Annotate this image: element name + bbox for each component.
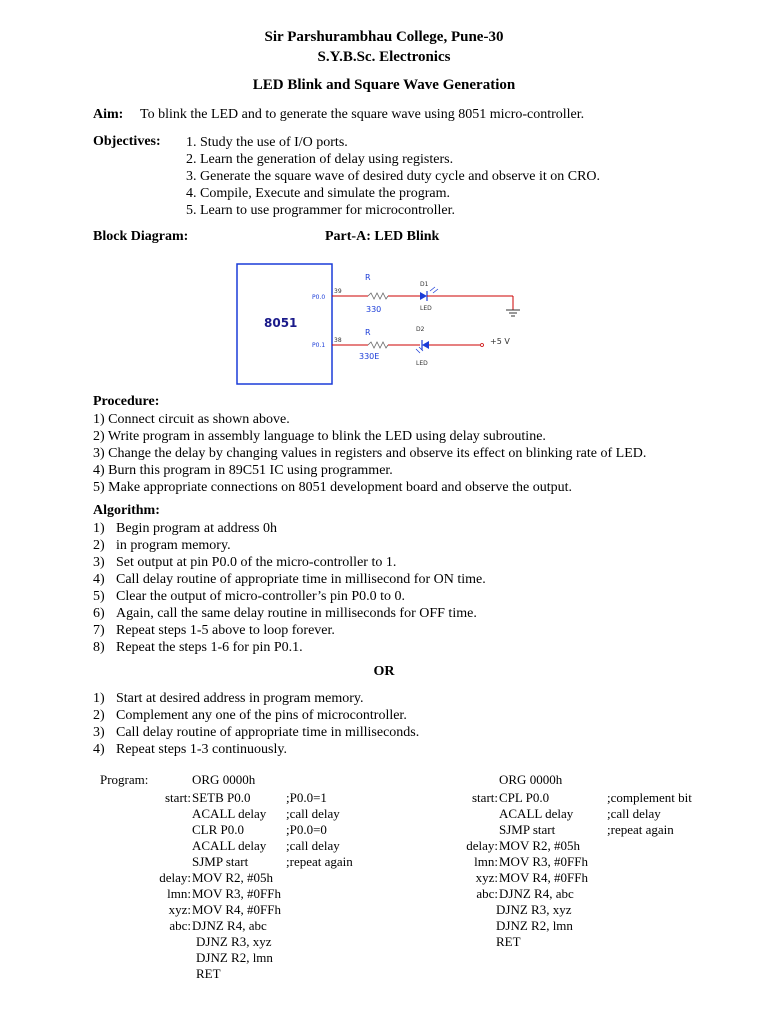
asm-instruction: ORG 0000h: [499, 772, 563, 787]
asm-instruction: DJNZ R3, xyz: [496, 902, 572, 917]
asm-comment: ;repeat again: [607, 822, 674, 837]
asm-comment: ;P0.0=1: [286, 790, 327, 805]
r1-value: 330: [366, 305, 382, 314]
algorithm-step-number: 6): [93, 606, 105, 621]
asm-instruction: ACALL delay: [192, 806, 267, 821]
asm-instruction: MOV R3, #0FFh: [499, 854, 588, 869]
asm-label: start:: [165, 790, 191, 805]
asm-label: delay:: [159, 870, 191, 885]
algorithm-step: Repeat the steps 1-6 for pin P0.1.: [116, 640, 303, 655]
led-d2: [422, 341, 429, 349]
asm-instruction: SETB P0.0: [192, 790, 251, 805]
pin-p01-number: 38: [334, 337, 342, 344]
asm-comment: ;call delay: [286, 838, 340, 853]
asm-label: lmn:: [474, 854, 498, 869]
program-label: Program:: [100, 772, 149, 787]
algorithm-step: Again, call the same delay routine in milliseconds for OFF time.: [116, 606, 477, 621]
algorithm-step-number: 7): [93, 623, 105, 638]
d2-label: D2: [416, 326, 425, 333]
d1-type: LED: [420, 305, 432, 312]
asm-instruction: DJNZ R2, lmn: [496, 918, 573, 933]
algorithm-step: Repeat steps 1-5 above to loop forever.: [116, 623, 335, 638]
pin-p00-number: 39: [334, 288, 342, 295]
aim-label: Aim:: [93, 107, 124, 122]
asm-label: abc:: [169, 918, 191, 933]
algorithm-step: Set output at pin P0.0 of the micro-controller to 1.: [116, 555, 397, 570]
algorithm-alt-step-number: 2): [93, 708, 105, 723]
procedure-item: 5) Make appropriate connections on 8051 development board and observe the output.: [93, 480, 572, 495]
procedure-item: 4) Burn this program in 89C51 IC using programmer.: [93, 463, 393, 478]
r1-label: R: [365, 273, 371, 282]
asm-instruction: SJMP start: [192, 854, 249, 869]
algorithm-alt-step-number: 3): [93, 725, 105, 740]
d1-label: D1: [420, 281, 429, 288]
resistor-r2: [368, 342, 388, 348]
objective-item: 4. Compile, Execute and simulate the program.: [186, 186, 450, 201]
asm-label: lmn:: [167, 886, 191, 901]
asm-label: xyz:: [168, 902, 191, 917]
procedure-item: 3) Change the delay by changing values in registers and observe its effect on blinking rate of LED.: [93, 446, 647, 461]
asm-instruction: ACALL delay: [192, 838, 267, 853]
or-separator: OR: [373, 664, 395, 679]
asm-label: delay:: [466, 838, 498, 853]
asm-instruction: DJNZ R2, lmn: [196, 950, 273, 965]
objective-item: 3. Generate the square wave of desired duty cycle and observe it on CRO.: [186, 169, 601, 184]
algorithm-step-number: 5): [93, 589, 105, 604]
asm-instruction: RET: [196, 966, 221, 981]
supply-label: +5 V: [490, 337, 510, 346]
class-name: S.Y.B.Sc. Electronics: [317, 49, 451, 65]
algorithm-alt-step: Start at desired address in program memory.: [116, 691, 364, 706]
asm-instruction: MOV R4, #0FFh: [499, 870, 588, 885]
asm-instruction: MOV R4, #0FFh: [192, 902, 281, 917]
asm-label: xyz:: [475, 870, 498, 885]
objective-item: 1. Study the use of I/O ports.: [186, 135, 348, 150]
algorithm-alt-step-number: 4): [93, 742, 105, 757]
part-a-label: Part-A: LED Blink: [325, 229, 440, 244]
pin-p00-label: P0.0: [312, 294, 326, 301]
objective-item: 2. Learn the generation of delay using registers.: [186, 152, 454, 167]
objectives-label: Objectives:: [93, 134, 161, 149]
procedure-heading: Procedure:: [93, 394, 160, 409]
asm-instruction: ACALL delay: [499, 806, 574, 821]
page-title: LED Blink and Square Wave Generation: [252, 77, 516, 93]
algorithm-step-number: 8): [93, 640, 105, 655]
algorithm-step-number: 3): [93, 555, 105, 570]
asm-instruction: DJNZ R4, abc: [499, 886, 574, 901]
asm-instruction: MOV R2, #05h: [192, 870, 274, 885]
asm-label: start:: [472, 790, 498, 805]
r2-value: 330E: [359, 352, 380, 361]
algorithm-step-number: 1): [93, 521, 105, 536]
asm-instruction: CPL P0.0: [499, 790, 550, 805]
circuit-diagram: [230, 258, 530, 388]
aim-text: To blink the LED and to generate the square wave using 8051 micro-controller.: [140, 107, 585, 122]
r2-label: R: [365, 328, 371, 337]
algorithm-alt-step: Complement any one of the pins of microcontroller.: [116, 708, 407, 723]
asm-instruction: ORG 0000h: [192, 772, 256, 787]
asm-comment: ;complement bit: [607, 790, 692, 805]
pin-p01-label: P0.1: [312, 342, 326, 349]
resistor-r1: [368, 293, 388, 299]
objective-item: 5. Learn to use programmer for microcontroller.: [186, 203, 456, 218]
asm-instruction: DJNZ R3, xyz: [196, 934, 272, 949]
asm-instruction: DJNZ R4, abc: [192, 918, 267, 933]
algorithm-step: Begin program at address 0h: [116, 521, 277, 536]
asm-label: abc:: [476, 886, 498, 901]
college-name: Sir Parshurambhau College, Pune-30: [264, 29, 504, 45]
algorithm-step-number: 4): [93, 572, 105, 587]
procedure-item: 1) Connect circuit as shown above.: [93, 412, 290, 427]
asm-comment: ;P0.0=0: [286, 822, 327, 837]
algorithm-step: in program memory.: [116, 538, 231, 553]
algorithm-step-number: 2): [93, 538, 105, 553]
asm-instruction: MOV R3, #0FFh: [192, 886, 281, 901]
ground-symbol: [506, 310, 520, 316]
chip-label: 8051: [264, 316, 298, 330]
algorithm-heading: Algorithm:: [93, 503, 160, 518]
procedure-item: 2) Write program in assembly language to blink the LED using delay subroutine.: [93, 429, 546, 444]
asm-comment: ;call delay: [286, 806, 340, 821]
asm-comment: ;call delay: [607, 806, 661, 821]
block-diagram-label: Block Diagram:: [93, 229, 189, 244]
asm-instruction: CLR P0.0: [192, 822, 245, 837]
asm-comment: ;repeat again: [286, 854, 353, 869]
asm-instruction: RET: [496, 934, 521, 949]
asm-instruction: SJMP start: [499, 822, 556, 837]
d2-type: LED: [416, 360, 428, 367]
algorithm-step: Clear the output of micro-controller’s pin P0.0 to 0.: [116, 589, 406, 604]
algorithm-alt-step-number: 1): [93, 691, 105, 706]
algorithm-step: Call delay routine of appropriate time in millisecond for ON time.: [116, 572, 486, 587]
algorithm-alt-step: Repeat steps 1-3 continuously.: [116, 742, 287, 757]
led-d1: [420, 292, 427, 300]
algorithm-alt-step: Call delay routine of appropriate time in milliseconds.: [116, 725, 420, 740]
asm-instruction: MOV R2, #05h: [499, 838, 581, 853]
